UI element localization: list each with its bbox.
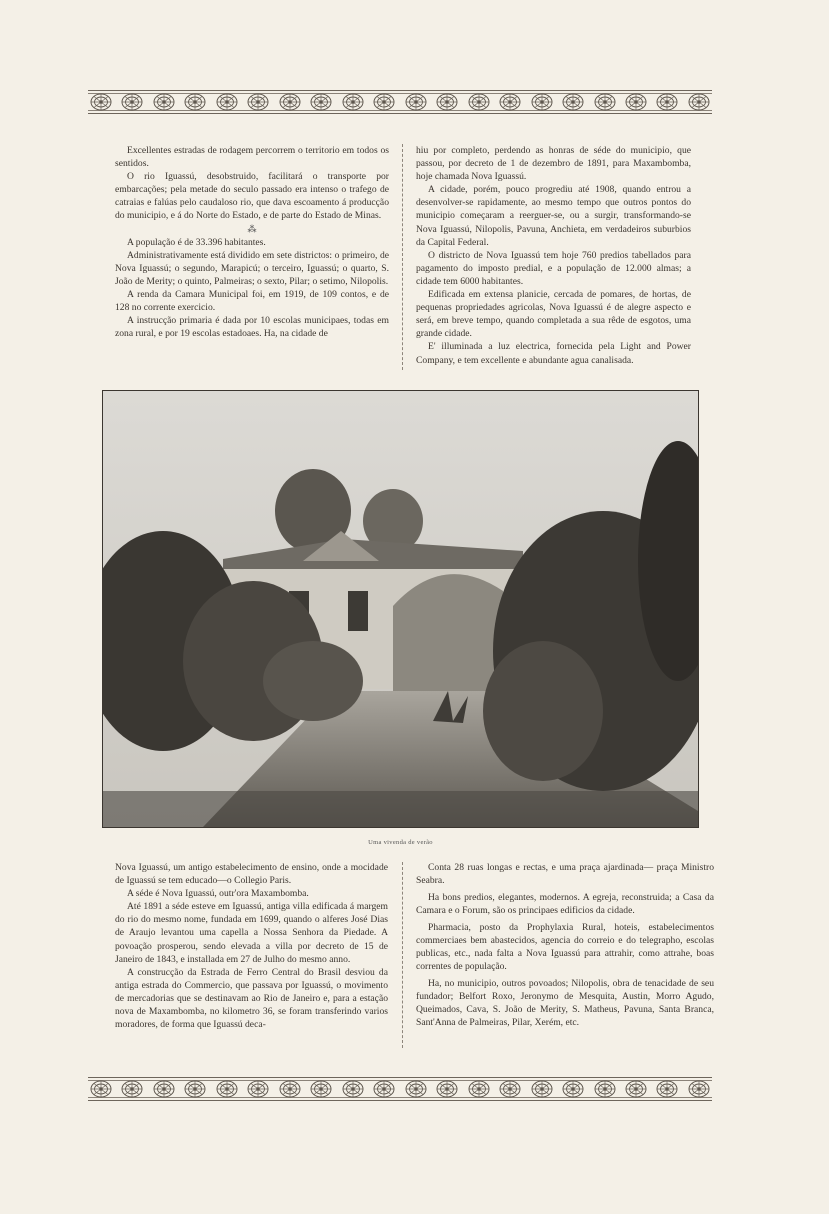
photograph-summer-house [102,390,699,828]
rosette-icon [247,93,269,111]
ornamental-band-top [88,90,712,114]
rosette-icon [594,93,616,111]
text-column-4 [416,861,714,1033]
rosette-icon [625,1080,647,1098]
column-divider [402,144,403,370]
paragraph: A séde é Nova Iguassú, outr'ora Maxambomba. [127,888,309,900]
paragraph: Pharmacia, posto da Prophylaxia Rural, hoteis, estabelecimentos commerciaes bem abastecidos, agencia do correio e do telegrapho, escolas publicas, etc., nada falta a Nova Iguassú para attrahir, como attrahe, boas correntes de população. [416,921,714,972]
rosette-icon [216,93,238,111]
rosette-icon [90,1080,112,1098]
paragraph: A instrucção primaria é dada por 10 escolas municipaes, todas em zona rural, e por 19 escolas estadoaes. Ha, na cidade de [115,315,389,340]
paragraph: hiu por completo, perdendo as honras de séde do municipio, que passou, por decreto de 1 de dezembro de 1891, para Maxambomba, hoje chamada Nova Iguassú. [416,145,691,183]
paragraph: A renda da Camara Municipal foi, em 1919, de 109 contos, e de 128 no corrente exercicio. [115,288,389,314]
rosette-icon [562,93,584,111]
rosette-icon [121,93,143,111]
paragraph: Até 1891 a séde esteve em Iguassú, antiga villa edificada á margem do rio do mesmo nome, fundada em 1699, quando o alferes José Dias de Araujo levantou uma capella a Nossa Senhora da Piedade. A povoação prosperou, sendo elevada a villa por decreto de 15 de Janeiro de 1843, e installada em 27 de Julho do mesmo anno. [115,901,388,965]
rosette-icon [153,93,175,111]
rosette-icon [216,1080,238,1098]
rosette-icon [594,1080,616,1098]
rosette-icon [468,93,490,111]
paragraph: Conta 28 ruas longas e rectas, e uma praça ajardinada— praça Ministro Seabra. [416,862,714,887]
paragraph: O rio Iguassú, desobstruido, facilitará o transporte por embarcações; pela metade do seculo passado era intenso o trafego de catraias e falúas pelo caudaloso rio, que dava escoamento á producção do municipio, e á do Norte do Estado, e de parte do Estado de Minas. [115,171,389,222]
rosette-icon [499,93,521,111]
rosette-icon [184,93,206,111]
rosette-icon [656,1080,678,1098]
rosette-icon [468,1080,490,1098]
rosette-icon [531,93,553,111]
asterism: ⁂ [247,223,257,234]
text-column-2 [416,144,691,367]
rosette-icon [405,1080,427,1098]
rosette-icon [342,93,364,111]
rosette-icon [656,93,678,111]
rosette-icon [562,1080,584,1098]
paragraph: Ha bons predios, elegantes, modernos. A egreja, reconstruida; a Casa da Camara e o Forum, são os principaes edificios da cidade. [416,891,714,916]
rosette-icon [279,1080,301,1098]
rosette-icon [90,93,112,111]
paragraph: Edificada em extensa planicie, cercada de pomares, de hortas, de pequenas propriedades agricolas, Nova Iguassú é de alegre aspecto e será, em breve tempo, quando completada a sua rêde de esgotos, uma grande cidade. [416,289,691,340]
text-column-3 [115,861,388,1031]
rosette-icon [436,93,458,111]
rosette-icon [342,1080,364,1098]
paragraph: E' illuminada a luz electrica, fornecida pela Light and Power Company, e tem excellente e abundante agua canalisada. [416,341,691,366]
column-divider [402,862,403,1048]
paragraph: A população é de 33.396 habitantes. [127,236,266,248]
photo-caption: Uma vivenda de verão [368,839,433,846]
paragraph: Ha, no municipio, outros povoados; Nilopolis, obra de tenacidade de seu fundador; Belfort Roxo, Jeronymo de Mesquita, Austin, Morro Agudo, Queimados, Cava, S. João de Merity, S. Matheus, Pavuna, Santa Branca, Sant'Anna de Palmeiras, Pilar, Xerém, etc. [416,977,714,1028]
rosette-icon [405,93,427,111]
paragraph: A cidade, porém, pouco progrediu até 1908, quando entrou a desenvolver-se rapidamente, ao mesmo tempo que outros pontos do municipio começaram a reerguer-se, ou a surgir, transformando-se Nova Iguassú, Nilopolis, Pavuna, Anchieta, em verdadeiros suburbios da Capital Federal. [416,184,691,248]
rosette-icon [373,93,395,111]
rosette-icon [688,1080,710,1098]
text-column-1 [115,144,389,340]
paragraph: Nova Iguassú, um antigo estabelecimento de ensino, onde a mocidade de Iguassú se tem educado—o Collegio Paris. [115,862,388,887]
rosette-icon [531,1080,553,1098]
paragraph: Administrativamente está dividido em sete districtos: o primeiro, de Nova Iguassú; o segundo, Marapicú; o terceiro, Iguassú; o quarto, S. João de Merity; o quinto, Palmeiras; o sexto, Pilar; o setimo, Nilopolis. [115,249,389,287]
paragraph: O districto de Nova Iguassú tem hoje 760 predios tabellados para pagamento do imposto predial, e a população de 12.000 almas; a cidade tem 6000 habitantes. [416,249,691,287]
rosette-icon [625,93,647,111]
rosette-icon [184,1080,206,1098]
rosette-icon [436,1080,458,1098]
ornamental-band-bottom [88,1077,712,1101]
rosette-icon [310,93,332,111]
rosette-icon [499,1080,521,1098]
paragraph: Excellentes estradas de rodagem percorrem o territorio em todos os sentidos. [115,145,389,170]
photo-illustration [103,391,698,827]
rosette-icon [121,1080,143,1098]
rosette-icon [688,93,710,111]
rosette-icon [310,1080,332,1098]
paragraph: A construcção da Estrada de Ferro Central do Brasil desviou da antiga estrada do Commercio, que passava por Iguassú, o movimento de mercadorias que se destinavam ao Rio de Janeiro e, para a estação nova de Maxambomba, no kilometro 36, se foram transferindo varios moradores, de forma que Iguassú deca- [115,966,388,1031]
rosette-icon [247,1080,269,1098]
rosette-icon [279,93,301,111]
rosette-icon [153,1080,175,1098]
rosette-icon [373,1080,395,1098]
